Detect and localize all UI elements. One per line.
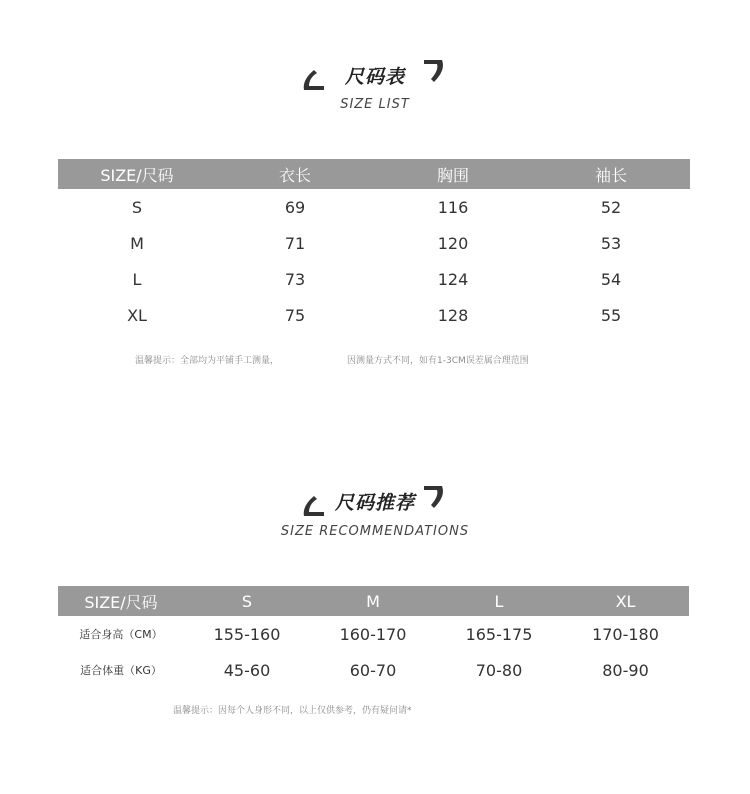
cell-size: S — [131, 197, 143, 217]
size-list-title: 尺码表 — [344, 66, 405, 88]
cell-chest: 128 — [437, 305, 469, 325]
cell-s: 155-160 — [213, 624, 281, 644]
table-row — [58, 189, 690, 225]
right-bracket-icon — [420, 482, 450, 512]
cell-sleeve: 55 — [600, 305, 622, 325]
header-length: 衣长 — [216, 159, 374, 189]
cell-length: 69 — [284, 197, 306, 217]
header-sleeve: 袖长 — [532, 159, 690, 189]
cell-l: 70-80 — [475, 660, 523, 680]
cell-chest: 124 — [437, 269, 469, 289]
header-s: S — [184, 586, 310, 616]
cell-size: M — [130, 233, 144, 253]
cell-s: 45-60 — [223, 660, 271, 680]
cell-xl: 80-90 — [602, 660, 649, 680]
header-m: M — [310, 586, 436, 616]
cell-sleeve: 52 — [600, 197, 622, 217]
size-list-subtitle: SIZE LIST — [340, 97, 410, 112]
size-rec-note: 温馨提示：因每个人身形不同，以上仅供参考，仍有疑问请* — [173, 706, 412, 716]
header-chest: 胸围 — [374, 159, 532, 189]
size-list-table — [58, 159, 690, 333]
cell-length: 71 — [284, 233, 306, 253]
cell-sleeve: 54 — [600, 269, 622, 289]
cell-length: 73 — [284, 269, 306, 289]
size-list-header-row — [58, 159, 690, 189]
size-list-note-right: 因测量方式不同，如有1-3CM误差属合理范围 — [347, 356, 529, 366]
cell-chest: 116 — [437, 197, 469, 217]
table-row — [58, 652, 689, 688]
cell-m: 60-70 — [349, 660, 397, 680]
size-rec-header-row — [58, 586, 689, 616]
size-rec-table — [58, 586, 689, 688]
row-label-weight: 适合体重（KG） — [80, 664, 162, 677]
cell-l: 165-175 — [465, 624, 533, 644]
cell-size: L — [132, 269, 142, 289]
table-row — [58, 297, 690, 333]
size-rec-title-block — [0, 478, 750, 538]
size-list-note-left: 温馨提示：全部均为平铺手工测量， — [135, 356, 280, 366]
cell-chest: 120 — [437, 233, 469, 253]
header-l: L — [436, 586, 562, 616]
table-row — [58, 261, 690, 297]
size-rec-subtitle: SIZE RECOMMENDATIONS — [280, 524, 470, 539]
size-list-title-block — [0, 52, 750, 112]
table-row — [58, 616, 689, 652]
cell-sleeve: 53 — [600, 233, 622, 253]
header-xl: XL — [562, 586, 689, 616]
table-row — [58, 225, 690, 261]
cell-size: XL — [127, 305, 147, 325]
size-rec-title: 尺码推荐 — [334, 492, 415, 514]
row-label-height: 适合身高（CM） — [79, 628, 163, 641]
header-size: SIZE/尺码 — [58, 159, 216, 189]
header-size: SIZE/尺码 — [58, 586, 184, 616]
cell-length: 75 — [284, 305, 306, 325]
cell-m: 160-170 — [339, 624, 407, 644]
right-bracket-icon — [420, 56, 450, 86]
cell-xl: 170-180 — [592, 624, 659, 644]
